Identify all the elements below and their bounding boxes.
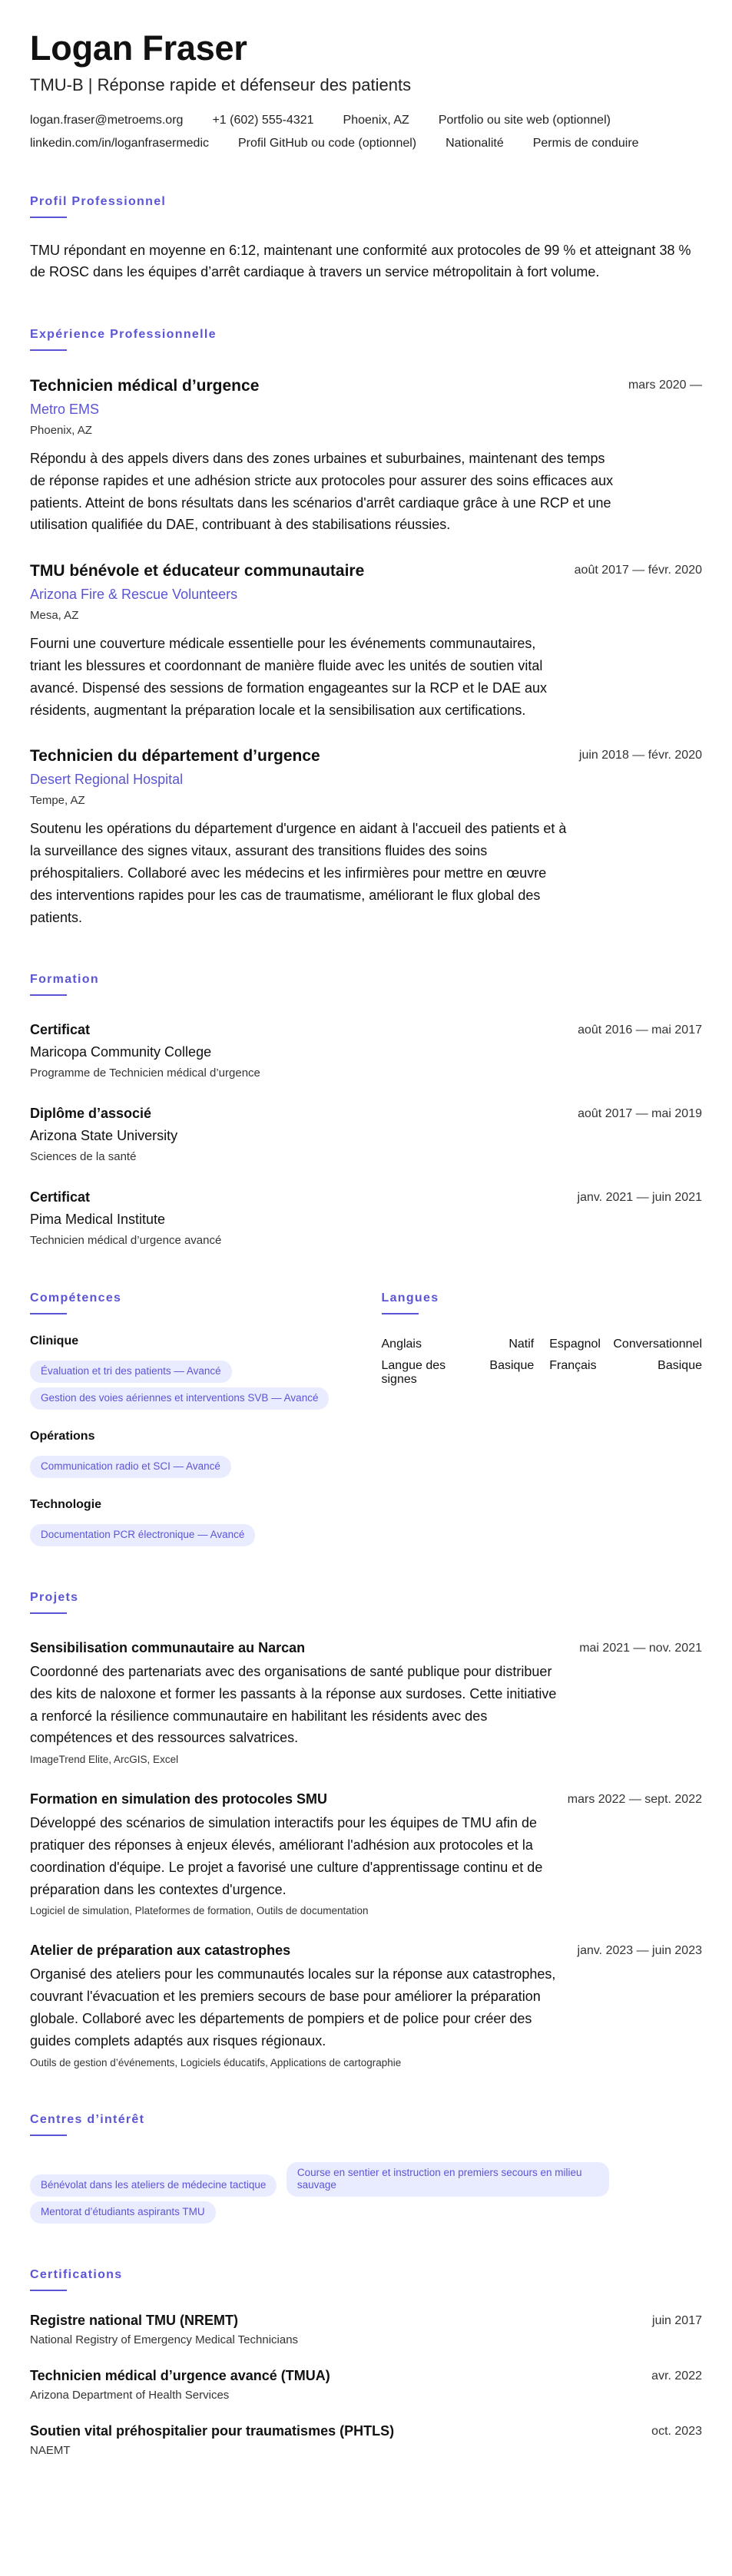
job-date: août 2017 — févr. 2020 — [574, 564, 702, 577]
skill-pill: Documentation PCR électronique — Avancé — [30, 1524, 255, 1546]
section-certifications — [30, 2268, 702, 2457]
job-location: Tempe, AZ — [30, 794, 85, 808]
certification-title: Technicien médical d’urgence avancé (TMUA) — [30, 2368, 330, 2384]
section-title: Profil Professionnel — [30, 194, 167, 208]
skill-group-title: Technologie — [30, 1498, 102, 1512]
section-interests — [30, 2113, 702, 2224]
section-title: Compétences — [30, 1291, 122, 1305]
education-item — [30, 1189, 702, 1247]
headline: TMU-B | Réponse rapide et défenseur des patients — [30, 74, 412, 94]
section-rule — [382, 1313, 419, 1314]
project-date: mars 2022 — sept. 2022 — [567, 1793, 702, 1807]
certification-item — [30, 2368, 702, 2402]
section-title: Certifications — [30, 2268, 123, 2282]
certification-title: Soutien vital préhospitalier pour traumatismes (PHTLS) — [30, 2423, 395, 2439]
section-rule — [30, 2135, 67, 2136]
employer: Desert Regional Hospital — [30, 772, 184, 788]
contact-github: Profil GitHub ou code (optionnel) — [238, 136, 417, 150]
certification-item — [30, 2423, 702, 2457]
education-date: août 2016 — mai 2017 — [578, 1023, 702, 1037]
degree: Diplôme d’associé — [30, 1106, 152, 1122]
section-rule — [30, 1612, 67, 1614]
language-name: Anglais — [381, 1338, 422, 1351]
interest-pill: Bénévolat dans les ateliers de médecine tactique — [30, 2174, 277, 2197]
section-rule — [30, 2290, 67, 2291]
project-date: mai 2021 — nov. 2021 — [579, 1641, 702, 1655]
project-description: Coordonné des partenariats avec des organisations de santé publique pour distribuer des kits de naloxone et former les passants à la réponse aux surdoses. Cette initiative a renforcé la résilience communautaire en habilitant les résidents avec des compétences et des ressources salvatrices. — [30, 1663, 557, 1746]
section-experience — [30, 328, 702, 928]
language-level: Basique — [657, 1359, 702, 1373]
interest-pill: Course en sentier et instruction en premiers secours en milieu sauvage — [287, 2162, 609, 2197]
header — [30, 29, 702, 150]
project-tools: Outils de gestion d’événements, Logiciels éducatifs, Applications de cartographie — [30, 2056, 402, 2068]
certification-issuer: National Registry of Emergency Medical Technicians — [30, 2333, 299, 2347]
section-rule — [30, 217, 67, 218]
section-profile — [30, 195, 702, 284]
experience-item — [30, 747, 702, 928]
certification-date: juin 2017 — [652, 2314, 702, 2328]
language-name: Espagnol — [549, 1338, 601, 1351]
section-title: Projets — [30, 1590, 79, 1604]
school: Pima Medical Institute — [30, 1212, 166, 1228]
section-title: Expérience Professionnelle — [30, 328, 217, 342]
skill-group — [30, 1334, 351, 1410]
job-description: Fourni une couverture médicale essentielle pour les événements communautaires, triant les blessures et coordonnant de manière fluide avec les unités de soutien vital avancé. Dispensé des sessions de formation engageantes sur la RCP et le DAE aux résidents, augmentant la préparation locale et la sensibilisation aux certifications. — [30, 636, 548, 718]
degree: Certificat — [30, 1022, 91, 1038]
skill-group — [30, 1430, 351, 1478]
skill-group-title: Opérations — [30, 1430, 95, 1443]
job-title: Technicien médical d’urgence — [30, 377, 260, 395]
project-description: Organisé des ateliers pour les communautés locales sur la réponse aux catastrophes, couvrant l'évacuation et les premiers secours de base pour améliorer la préparation globale. Collaboré avec les départements de pompiers et de police pour créer des guides complets adaptés aux risques régionaux. — [30, 1966, 556, 2049]
section-title: Langues — [381, 1291, 439, 1305]
skills-column — [30, 1291, 351, 1546]
job-date: mars 2020 — — [628, 379, 702, 392]
job-title: Technicien du département d’urgence — [30, 747, 320, 766]
project-item — [30, 1943, 702, 2068]
section-rule — [30, 1313, 67, 1314]
project-tools: Logiciel de simulation, Plateformes de formation, Outils de documentation — [30, 1905, 369, 1917]
language-item — [549, 1338, 702, 1351]
education-item — [30, 1106, 702, 1163]
language-level: Basique — [489, 1359, 535, 1373]
job-date: juin 2018 — févr. 2020 — [578, 749, 702, 762]
section-title: Centres d’intérêt — [30, 2112, 145, 2126]
interest-pill: Mentorat d’étudiants aspirants TMU — [30, 2201, 216, 2224]
job-title: TMU bénévole et éducateur communautaire — [30, 562, 365, 580]
project-item — [30, 1791, 702, 1916]
project-title: Sensibilisation communautaire au Narcan — [30, 1639, 306, 1655]
interest-list — [30, 2158, 702, 2224]
section-title: Formation — [30, 973, 99, 987]
section-education — [30, 973, 702, 1247]
skill-group-title: Clinique — [30, 1334, 79, 1348]
language-level: Natif — [508, 1338, 535, 1351]
certification-date: avr. 2022 — [651, 2369, 702, 2383]
language-item — [382, 1359, 535, 1387]
profile-summary: TMU répondant en moyenne en 6:12, maintenant une conformité aux protocoles de 99 % et atteignant 38 % de ROSC dans les équipes d’arrêt cardiaque à travers un service métropolitain à fort volume. — [30, 242, 691, 280]
language-item — [549, 1359, 702, 1387]
language-name: Langue des signes — [381, 1359, 446, 1387]
job-description: Répondu à des appels divers dans des zones urbaines et suburbaines, maintenant des temps de réponse rapides et une adhésion stricte aux protocoles pour assurer des soins efficaces aux patients. Atteint de bons résultats dans les scénarios d'arrêt cardiaque grâce à une RCP et une utilisation qualifiée du DAE, contribuant à des stabilisations réussies. — [30, 451, 614, 533]
contact-location: Phoenix, AZ — [343, 113, 409, 127]
skill-pill: Communication radio et SCI — Avancé — [30, 1456, 231, 1478]
section-skills-languages — [30, 1291, 702, 1546]
skill-pill: Gestion des voies aériennes et interventions SVB — Avancé — [30, 1387, 329, 1410]
job-location: Phoenix, AZ — [30, 424, 92, 438]
language-item — [382, 1338, 535, 1351]
experience-item — [30, 562, 702, 721]
language-level: Conversationnel — [613, 1338, 702, 1351]
certification-title: Registre national TMU (NREMT) — [30, 2313, 239, 2329]
program: Technicien médical d’urgence avancé — [30, 1234, 222, 1248]
section-rule — [30, 349, 67, 351]
degree: Certificat — [30, 1189, 91, 1205]
languages-column — [382, 1291, 703, 1546]
employer: Arizona Fire & Rescue Volunteers — [30, 587, 238, 603]
project-title: Atelier de préparation aux catastrophes — [30, 1943, 291, 1959]
project-item — [30, 1640, 702, 1765]
skill-group — [30, 1498, 351, 1546]
education-item — [30, 1022, 702, 1080]
candidate-name: Logan Fraser — [30, 28, 247, 68]
language-name: Français — [549, 1359, 597, 1373]
project-date: janv. 2023 — juin 2023 — [577, 1944, 702, 1958]
project-title: Formation en simulation des protocoles SMU — [30, 1791, 328, 1807]
language-grid — [382, 1338, 703, 1387]
contact-list — [30, 114, 702, 150]
contact-linkedin: linkedin.com/in/loganfrasermedic — [30, 136, 209, 150]
skill-pill: Évaluation et tri des patients — Avancé — [30, 1361, 232, 1383]
program: Sciences de la santé — [30, 1150, 137, 1164]
contact-driving-license: Permis de conduire — [532, 136, 639, 150]
school: Maricopa Community College — [30, 1044, 212, 1060]
job-description: Soutenu les opérations du département d'urgence en aidant à l'accueil des patients et à la surveillance des signes vitaux, assurant des transitions fluides des soins préhospitaliers. Collaboré avec les médecins et les infirmières pour mettre en œuvre des interventions rapides pour les cas de traumatisme, améliorant le flux global des patients. — [30, 821, 567, 925]
project-tools: ImageTrend Elite, ArcGIS, Excel — [30, 1754, 179, 1766]
section-rule — [30, 994, 67, 996]
experience-item — [30, 377, 702, 536]
contact-phone: +1 (602) 555-4321 — [212, 113, 314, 127]
education-date: août 2017 — mai 2019 — [578, 1107, 702, 1121]
contact-nationality: Nationalité — [445, 136, 504, 150]
certification-issuer: NAEMT — [30, 2444, 71, 2458]
contact-portfolio: Portfolio ou site web (optionnel) — [438, 113, 611, 127]
school: Arizona State University — [30, 1128, 178, 1144]
employer: Metro EMS — [30, 402, 100, 418]
certification-date: oct. 2023 — [651, 2425, 702, 2439]
education-date: janv. 2021 — juin 2021 — [577, 1191, 702, 1205]
job-location: Mesa, AZ — [30, 609, 79, 623]
contact-email: logan.fraser@metroems.org — [30, 113, 184, 127]
project-description: Développé des scénarios de simulation interactifs pour les équipes de TMU afin de pratiquer des réponses à enjeux élevés, améliorant l'adhésion aux protocoles et la coordination d'équipe. Le projet a favorisé une culture d'apprentissage continu et de préparation dans les contextes d'urgence. — [30, 1815, 543, 1897]
certification-issuer: Arizona Department of Health Services — [30, 2389, 230, 2402]
certification-item — [30, 2313, 702, 2346]
program: Programme de Technicien médical d’urgence — [30, 1066, 260, 1080]
section-projects — [30, 1591, 702, 2068]
